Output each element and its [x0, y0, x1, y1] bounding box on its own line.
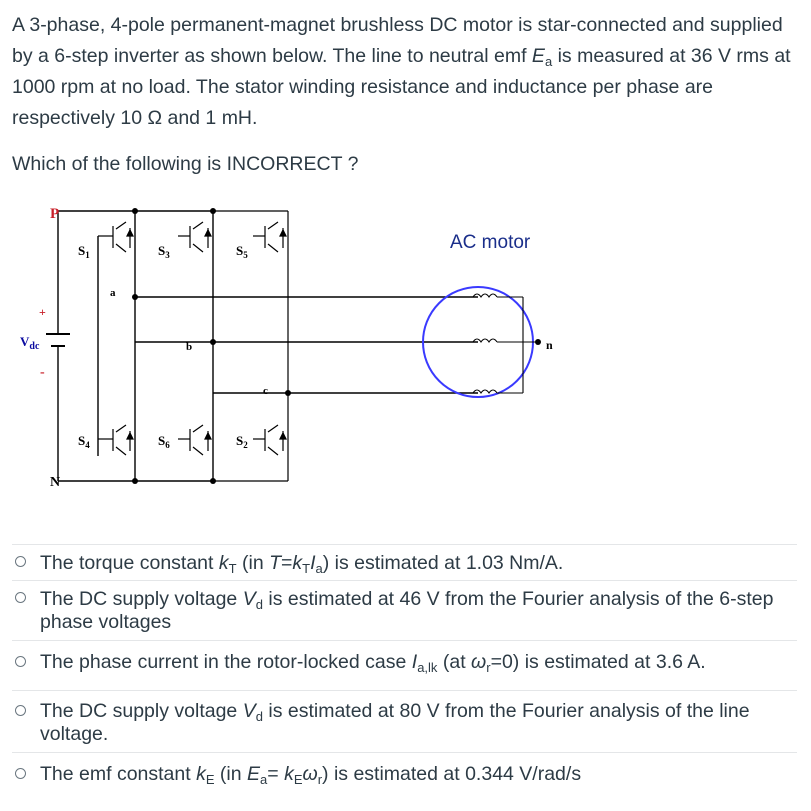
switch-label-s1: $S_1$: [78, 243, 90, 260]
switch-s4-icon: [98, 425, 133, 455]
switch-s6-icon: [178, 425, 211, 455]
switch-s2-icon: [253, 425, 286, 455]
motor-windings-icon: [473, 294, 538, 393]
switch-label-s6: $S_6$: [158, 433, 170, 450]
switch-label-s3: $S_3$: [158, 243, 170, 260]
switch-label-s5: $S_5$: [236, 243, 248, 260]
question-prompt: Which of the following is INCORRECT ?: [12, 153, 359, 175]
emf-symbol: E: [531, 45, 545, 67]
switch-s1-icon: [98, 222, 133, 252]
node-a-label: a: [110, 287, 116, 299]
radio-button-1[interactable]: [15, 556, 26, 567]
question-text: A 3-phase, 4-pole permanent-magnet brushless DC motor is star-connected and supplied by a 6-step inverter as shown below. The line to neutral emf $E_a$ is measured at 36 V rms at 1000 rpm at no load. The stator winding resistance and inductance per phase are respectively 10 Ω and 1 mH.: [12, 14, 791, 129]
answer-option-1[interactable]: The torque constant $k_T$ (in $T=k_TI_a$) is estimated at 1.03 Nm/A.: [12, 544, 797, 580]
motor-label: AC motor: [450, 232, 531, 253]
label-plus: +: [39, 305, 46, 319]
node-c-label: c: [263, 385, 268, 397]
switch-s5-icon: [253, 222, 286, 252]
radio-button-5[interactable]: [15, 768, 26, 779]
answer-option-2[interactable]: The DC supply voltage $V_d$ is estimated at 46 V from the Fourier analysis of the 6-step phase voltages: [12, 580, 797, 640]
node-b-label: b: [186, 341, 193, 353]
label-p: P: [50, 206, 60, 222]
radio-button-3[interactable]: [15, 656, 26, 667]
answer-option-5[interactable]: The emf constant $k_E$ (in $E_a= k_E\omega_r$) is estimated at 0.344 V/rad/s: [12, 752, 797, 800]
switch-group: [98, 211, 288, 481]
answer-options: [12, 544, 797, 800]
node-n-label: n: [546, 338, 553, 352]
inverter-circuit-diagram: [18, 196, 578, 496]
switch-s3-icon: [178, 222, 211, 252]
label-n: N: [50, 475, 61, 490]
switch-label-s4: $S_4$: [78, 433, 90, 450]
label-vdc: $V_{dc}$: [20, 334, 40, 352]
switch-label-s2: $S_2$: [236, 433, 248, 450]
answer-option-3[interactable]: The phase current in the rotor-locked case $I_{a,lk}$ (at $\omega_r=0$) is estimated at 3.6 A.: [12, 640, 797, 690]
radio-button-4[interactable]: [15, 705, 26, 716]
answer-option-4[interactable]: The DC supply voltage $V_d$ is estimated at 80 V from the Fourier analysis of the line voltage.: [12, 690, 797, 752]
label-minus: -: [40, 365, 45, 380]
radio-button-2[interactable]: [15, 592, 26, 603]
